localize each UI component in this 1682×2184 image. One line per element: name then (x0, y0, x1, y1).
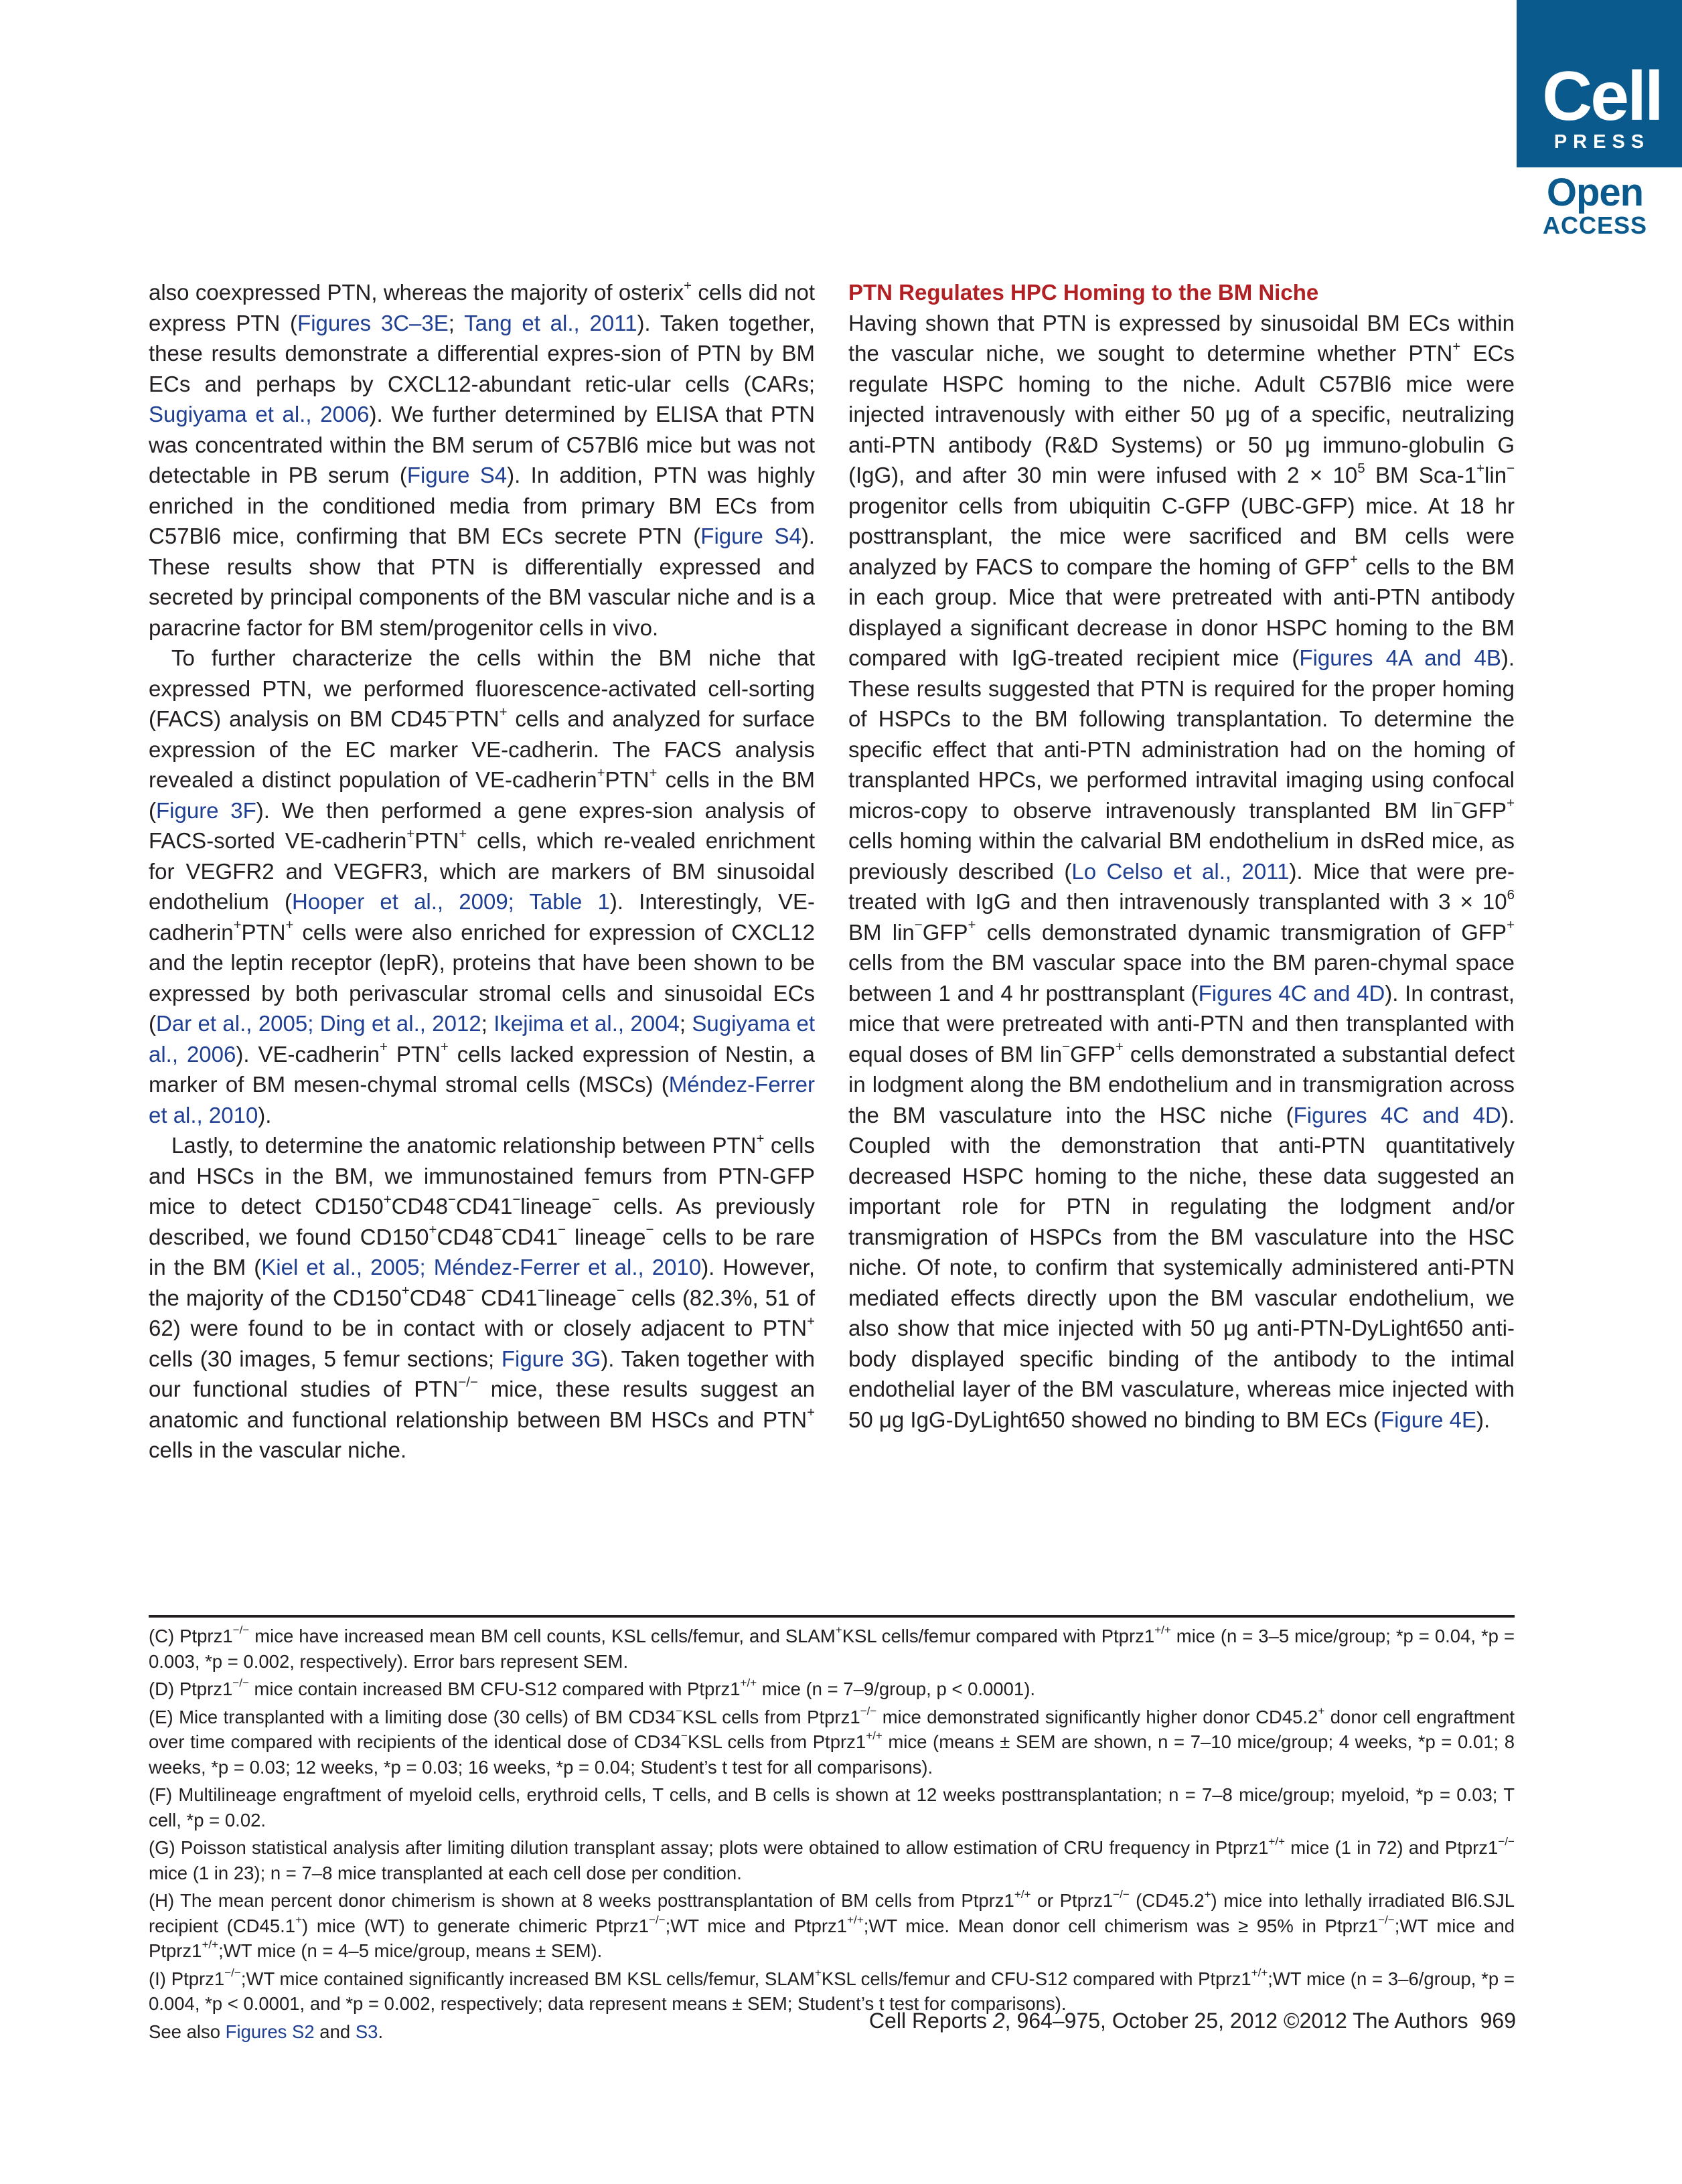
ref-link[interactable]: Hooper et al., 2009; Table 1 (291, 889, 610, 914)
page-number: 969 (1480, 2009, 1516, 2033)
legend-item-f: (F) Multilineage engraftment of myeloid cells, erythroid cells, T cells, and B cells is shown at 12 weeks posttransplantation; n = 7–8 mice/group; myeloid, *p = 0.03; T cell, *p = 0.02. (149, 1784, 1515, 1830)
ref-link[interactable]: Sugiyama et al., 2006 (149, 1011, 816, 1067)
left-column (149, 277, 815, 1466)
left-paragraph-1: also coexpressed PTN, whereas the majority of osterix+ cells did not express PTN (Figures 3C–3E; Tang et al., 2011). Taken together, these results demonstrate a differential expres-sion of PTN by BM ECs and perhaps by CXCL12-abundant retic-ular cells (CARs; Sugiyama et al., 2006). We further determined by ELISA that PTN was concentrated within the BM serum of C57Bl6 mice but was not detectable in PB serum (Figure S4). In addition, PTN was highly enriched in the conditioned media from primary BM ECs from C57Bl6 mice, confirming that BM ECs secrete PTN (Figure S4). These results show that PTN is differentially expressed and secreted by principal components of the BM vascular niche and is a paracrine factor for BM stem/progenitor cells in vivo. (149, 277, 816, 640)
ref-link[interactable]: Méndez-Ferrer et al., 2010 (149, 1072, 815, 1127)
left-paragraph-3: Lastly, to determine the anatomic relationship between PTN+ cells and HSCs in the BM, we immunostained femurs from PTN-GFP mice to detect CD150+CD48−CD41−lineage− cells. As previously described, we found CD150+CD48−CD41− lineage− cells to be rare in the BM (Kiel et al., 2005; Méndez-Ferrer et al., 2010). However, the majority of the CD150+CD48− CD41−lineage− cells (82.3%, 51 of 62) were found to be in contact with or closely adjacent to PTN+ cells (30 images, 5 femur sections; Figure 3G). Taken together with our functional studies of PTN−/− mice, these results suggest an anatomic and functional relationship between BM HSCs and PTN+ cells in the vascular niche. (149, 1130, 816, 1462)
cell-logo-word: Cell (1542, 58, 1662, 135)
ref-link[interactable]: Figure S4 (406, 463, 508, 487)
journal-name: Cell Reports (868, 2009, 993, 2033)
citation-details: , 964–975, October 25, 2012 ©2012 The Authors (1004, 2009, 1468, 2033)
ref-link[interactable]: Figures S2 (225, 2021, 315, 2042)
journal-volume: 2 (992, 2009, 1005, 2033)
open-access-label (1528, 173, 1662, 238)
ref-link[interactable]: Sugiyama et al., 2006 (149, 402, 370, 426)
ref-link[interactable]: Lo Celso et al., 2011 (1071, 858, 1290, 884)
legend-item-e: (E) Mice transplanted with a limiting dose (30 cells) of BM CD34−KSL cells from Ptprz1−/− mice demonstrated significantly higher donor CD45.2+ donor cell engraftment over time compared with recipients of the identical dose of CD34−KSL cells from Ptprz1+/+ mice (means ± SEM are shown, n = 7–10 mice/group; 4 weeks, *p = 0.01; 8 weeks, *p = 0.03; 12 weeks, *p = 0.03; 16 weeks, *p = 0.04; Student’s t test for all comparisons). (149, 1704, 1515, 1778)
legend-see-also: See also Figures S2 and S3. (149, 2021, 384, 2042)
ref-link[interactable]: Figures 4C and 4D (1198, 980, 1385, 1006)
ref-link[interactable]: Figure 3F (156, 797, 256, 823)
legend-divider (149, 1615, 1515, 1618)
ref-link[interactable]: Figure 4E (1380, 1407, 1477, 1432)
section-heading: PTN Regulates HPC Homing to the BM Niche (848, 280, 1319, 305)
legend-item-h: (H) The mean percent donor chimerism is shown at 8 weeks posttransplantation of BM cells from Ptprz1+/+ or Ptprz1−/− (CD45.2+) mice into lethally irradiated Bl6.SJL recipient (CD45.1+) mice (WT) to generate chimeric Ptprz1−/−;WT mice and Ptprz1+/+;WT mice. Mean donor cell chimerism was ≥ 95% in Ptprz1−/−;WT mice and Ptprz1+/+;WT mice (n = 4–5 mice/group, means ± SEM). (149, 1888, 1515, 1961)
ref-link[interactable]: Figure S4 (700, 524, 801, 548)
ref-link[interactable]: Kiel et al., 2005; Méndez-Ferrer et al., 2010 (261, 1255, 702, 1279)
legend-item-i: (I) Ptprz1−/−;WT mice contained significantly increased BM KSL cells/femur, SLAM+KSL cells/femur and CFU-S12 compared with Ptprz1+/+;WT mice (n = 3–6/group, *p = 0.004, *p < 0.0001, and *p = 0.002, respectively; data represent means ± SEM; Student’s t test for comparisons). (149, 1966, 1515, 2014)
ref-link[interactable]: Tang et al., 2011 (464, 310, 637, 335)
ref-link[interactable]: Figures 4C and 4D (1293, 1102, 1501, 1127)
legend-item-g: (G) Poisson statistical analysis after limiting dilution transplant assay; plots were obtained to allow estimation of CRU frequency in Ptprz1+/+ mice (1 in 72) and Ptprz1−/− mice (1 in 23); n = 7–8 mice transplanted at each cell dose per condition. (149, 1835, 1515, 1883)
cell-press-logo (1517, 0, 1682, 167)
open-word: Open (1546, 171, 1644, 214)
ref-link[interactable]: Figures 3C–3E (297, 310, 449, 335)
page-footer (869, 2009, 1516, 2033)
legend-item-d: (D) Ptprz1−/− mice contain increased BM CFU-S12 compared with Ptprz1+/+ mice (n = 7–9/group, p < 0.0001). (149, 1676, 1035, 1699)
left-paragraph-2: To further characterize the cells within the BM niche that expressed PTN, we performed fluorescence-activated cell-sorting (FACS) analysis on BM CD45−PTN+ cells and analyzed for surface expression of the EC marker VE-cadherin. The FACS analysis revealed a distinct population of VE-cadherin+PTN+ cells in the BM (Figure 3F). We then performed a gene expres-sion analysis of FACS-sorted VE-cadherin+PTN+ cells, which re-vealed enrichment for VEGFR2 and VEGFR3, which are markers of BM sinusoidal endothelium (Hooper et al., 2009; Table 1). Interestingly, VE-cadherin+PTN+ cells were also enriched for expression of CXCL12 and the leptin receptor (lepR), proteins that have been shown to be expressed by both perivascular stromal cells and sinusoidal ECs (Dar et al., 2005; Ding et al., 2012; Ikejima et al., 2004; Sugiyama et al., 2006). VE-cadherin+ PTN+ cells lacked expression of Nestin, a marker of BM mesen-chymal stromal cells (MSCs) (Méndez-Ferrer et al., 2010). (149, 645, 816, 1127)
ref-link[interactable]: S3 (355, 2021, 378, 2042)
ref-link[interactable]: Figures 4A and 4B (1299, 645, 1501, 670)
right-paragraph-1: Having shown that PTN is expressed by sinusoidal BM ECs within the vascular niche, we sought to determine whether PTN+ ECs regulate HSPC homing to the niche. Adult C57Bl6 mice were injected intravenously with either 50 μg of a specific, neutralizing anti-PTN antibody (R&D Systems) or 50 μg immuno-globulin G (IgG), and after 30 min were infused with $2 \times 10^5$ BM Sca-1+lin− progenitor cells from ubiquitin C-GFP (UBC-GFP) mice. At 18 hr posttransplant, the mice were sacrificed and BM cells were analyzed by FACS to compare the homing of GFP+ cells to the BM in each group. Mice that were pretreated with anti-PTN antibody displayed a significant decrease in donor HSPC homing to the BM compared with IgG-treated recipient mice (Figures 4A and 4B). These results suggested that PTN is required for the proper homing of HSPCs to the BM following transplantation. To determine the specific effect that anti-PTN administration had on the homing of transplanted HPCs, we performed intravital imaging using confocal micros-copy to observe intravenously transplanted BM lin−GFP+ cells homing within the calvarial BM endothelium in dsRed mice, as previously described (Lo Celso et al., 2011). Mice that were pre-treated with IgG and then intravenously transplanted with $3 \times 10^6$ BM lin−GFP+ cells demonstrated dynamic transmigration of GFP+ cells from the BM vascular space into the BM paren-chymal space between 1 and 4 hr posttransplant (Figures 4C and 4D). In contrast, mice that were pretreated with anti-PTN and then transplanted with equal doses of BM lin−GFP+ cells demonstrated a substantial defect in lodgment along the BM endothelium and in transmigration across the BM vasculature into the HSC niche (Figures 4C and 4D). Coupled with the demonstration that anti-PTN quantitatively decreased HSPC homing to the niche, these data suggested an important role for PTN in regulating the lodgment and/or transmigration of HSPCs from the BM vasculature into the HSC niche. Of note, to confirm that systemically administered anti-PTN mediated effects directly upon the BM vascular endothelium, we also show that mice injected with 50 μg anti-PTN-DyLight650 anti-body displayed specific binding of the antibody to the intimal endothelial layer of the BM vasculature, whereas mice injected with 50 μg IgG-DyLight650 showed no binding to BM ECs (Figure 4E). (848, 310, 1515, 1432)
access-word: ACCESS (1542, 212, 1648, 239)
press-logo-word: PRESS (1553, 131, 1651, 153)
right-column (848, 277, 1515, 1435)
figure-legend (149, 1624, 1515, 2047)
ref-link[interactable]: Ikejima et al., 2004 (493, 1011, 680, 1036)
ref-link[interactable]: Figure 3G (501, 1346, 601, 1371)
ref-link[interactable]: Dar et al., 2005; Ding et al., 2012 (156, 1011, 481, 1036)
legend-item-c: (C) Ptprz1−/− mice have increased mean BM cell counts, KSL cells/femur, and SLAM+KSL cells/femur compared with Ptprz1+/+ mice (n = 3–5 mice/group; *p = 0.04, *p = 0.003, *p = 0.002, respectively). Error bars represent SEM. (149, 1624, 1515, 1672)
